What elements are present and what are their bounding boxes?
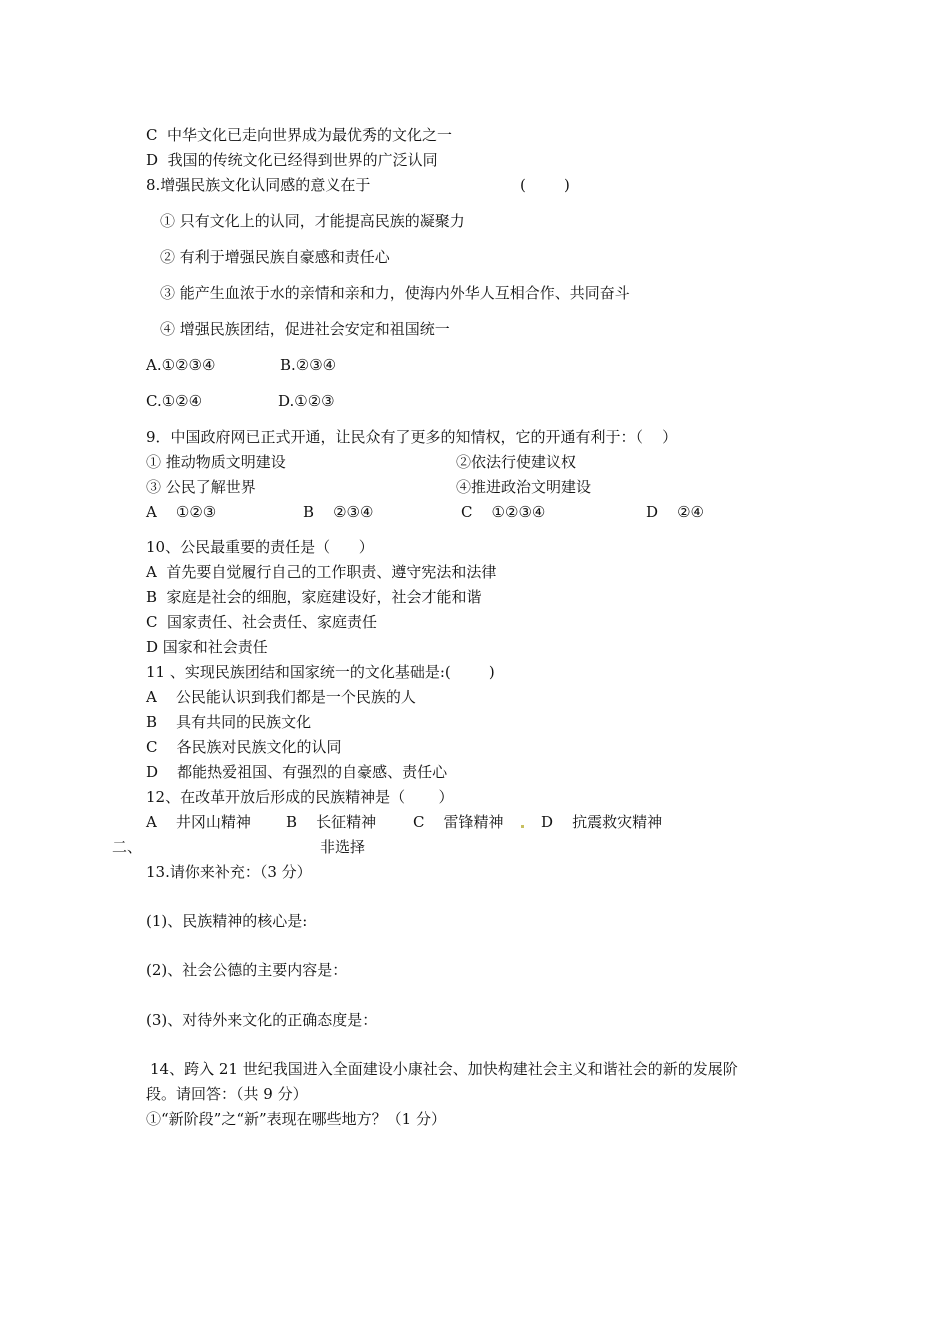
q7-option-c: C 中华文化已走向世界成为最优秀的文化之一 — [146, 126, 453, 144]
q9-choice-a: A ①②③ — [146, 503, 217, 521]
q8-item-1: ① 只有文化上的认同，才能提高民族的凝聚力 — [160, 212, 465, 230]
q13-part-2: (2)、社会公德的主要内容是： — [146, 961, 348, 979]
q9-choice-b: B ②③④ — [303, 503, 374, 521]
q9-stem: 9．中国政府网已正式开通，让民众有了更多的知情权，它的开通有利于：（ ） — [146, 428, 678, 446]
q8-choice-d: D.①②③ — [278, 392, 335, 410]
q14-subquestion-1: ①“新阶段”之“新”表现在哪些地方？（1 分） — [146, 1110, 446, 1128]
q9-item-2: ②依法行使建议权 — [456, 453, 577, 471]
q13-stem: 13.请你来补充：（3 分） — [146, 863, 312, 881]
q8-choice-a: A.①②③④ — [146, 356, 216, 374]
q12-choice-a: A 井冈山精神 — [146, 813, 251, 831]
q10-stem: 10、公民最重要的责任是（ ） — [146, 538, 374, 556]
scan-speck — [521, 825, 524, 828]
section-number: 二、 — [112, 838, 143, 856]
q7-option-d: D 我国的传统文化已经得到世界的广泛认同 — [146, 151, 438, 169]
q12-choice-c: C 雷锋精神 — [413, 813, 504, 831]
q8-choice-c: C.①②④ — [146, 392, 203, 410]
q12-choice-d: D 抗震救灾精神 — [541, 813, 663, 831]
q12-choice-b: B 长征精神 — [286, 813, 377, 831]
q10-option-a: A 首先要自觉履行自己的工作职责、遵守宪法和法律 — [146, 563, 497, 581]
q9-item-3: ③ 公民了解世界 — [146, 478, 256, 496]
q9-choice-c: C ①②③④ — [461, 503, 546, 521]
q14-stem-line-2: 段。请回答：（共 9 分） — [146, 1085, 308, 1103]
section-title: 非选择 — [320, 838, 366, 856]
q11-stem: 11 、实现民族团结和国家统一的文化基础是:( ) — [146, 663, 495, 681]
q11-option-a: A 公民能认识到我们都是一个民族的人 — [146, 688, 416, 706]
q8-stem: 8.增强民族文化认同感的意义在于 — [146, 176, 371, 194]
q11-option-b: B 具有共同的民族文化 — [146, 713, 312, 731]
q9-item-4: ④推进政治文明建设 — [456, 478, 592, 496]
q13-part-1: (1)、民族精神的核心是: — [146, 912, 308, 930]
q11-option-c: C 各民族对民族文化的认同 — [146, 738, 342, 756]
q13-part-3: (3)、对待外来文化的正确态度是： — [146, 1011, 378, 1029]
q8-item-3: ③ 能产生血浓于水的亲情和亲和力，使海内外华人互相合作、共同奋斗 — [160, 284, 630, 302]
q9-item-1: ① 推动物质文明建设 — [146, 453, 286, 471]
q8-item-2: ② 有利于增强民族自豪感和责任心 — [160, 248, 390, 266]
q10-option-c: C 国家责任、社会责任、家庭责任 — [146, 613, 378, 631]
q12-stem: 12、在改革开放后形成的民族精神是（ ） — [146, 788, 454, 806]
q9-choice-d: D ②④ — [646, 503, 704, 521]
q8-choice-b: B.②③④ — [280, 356, 337, 374]
q8-answer-paren: ( ) — [520, 176, 570, 194]
q8-item-4: ④ 增强民族团结，促进社会安定和祖国统一 — [160, 320, 450, 338]
q11-option-d: D 都能热爱祖国、有强烈的自豪感、责任心 — [146, 763, 448, 781]
q14-stem-line-1: 14、跨入 21 世纪我国进入全面建设小康社会、加快构建社会主义和谐社会的新的发展阶 — [150, 1060, 738, 1078]
q10-option-d: D 国家和社会责任 — [146, 638, 268, 656]
q10-option-b: B 家庭是社会的细胞，家庭建设好，社会才能和谐 — [146, 588, 482, 606]
